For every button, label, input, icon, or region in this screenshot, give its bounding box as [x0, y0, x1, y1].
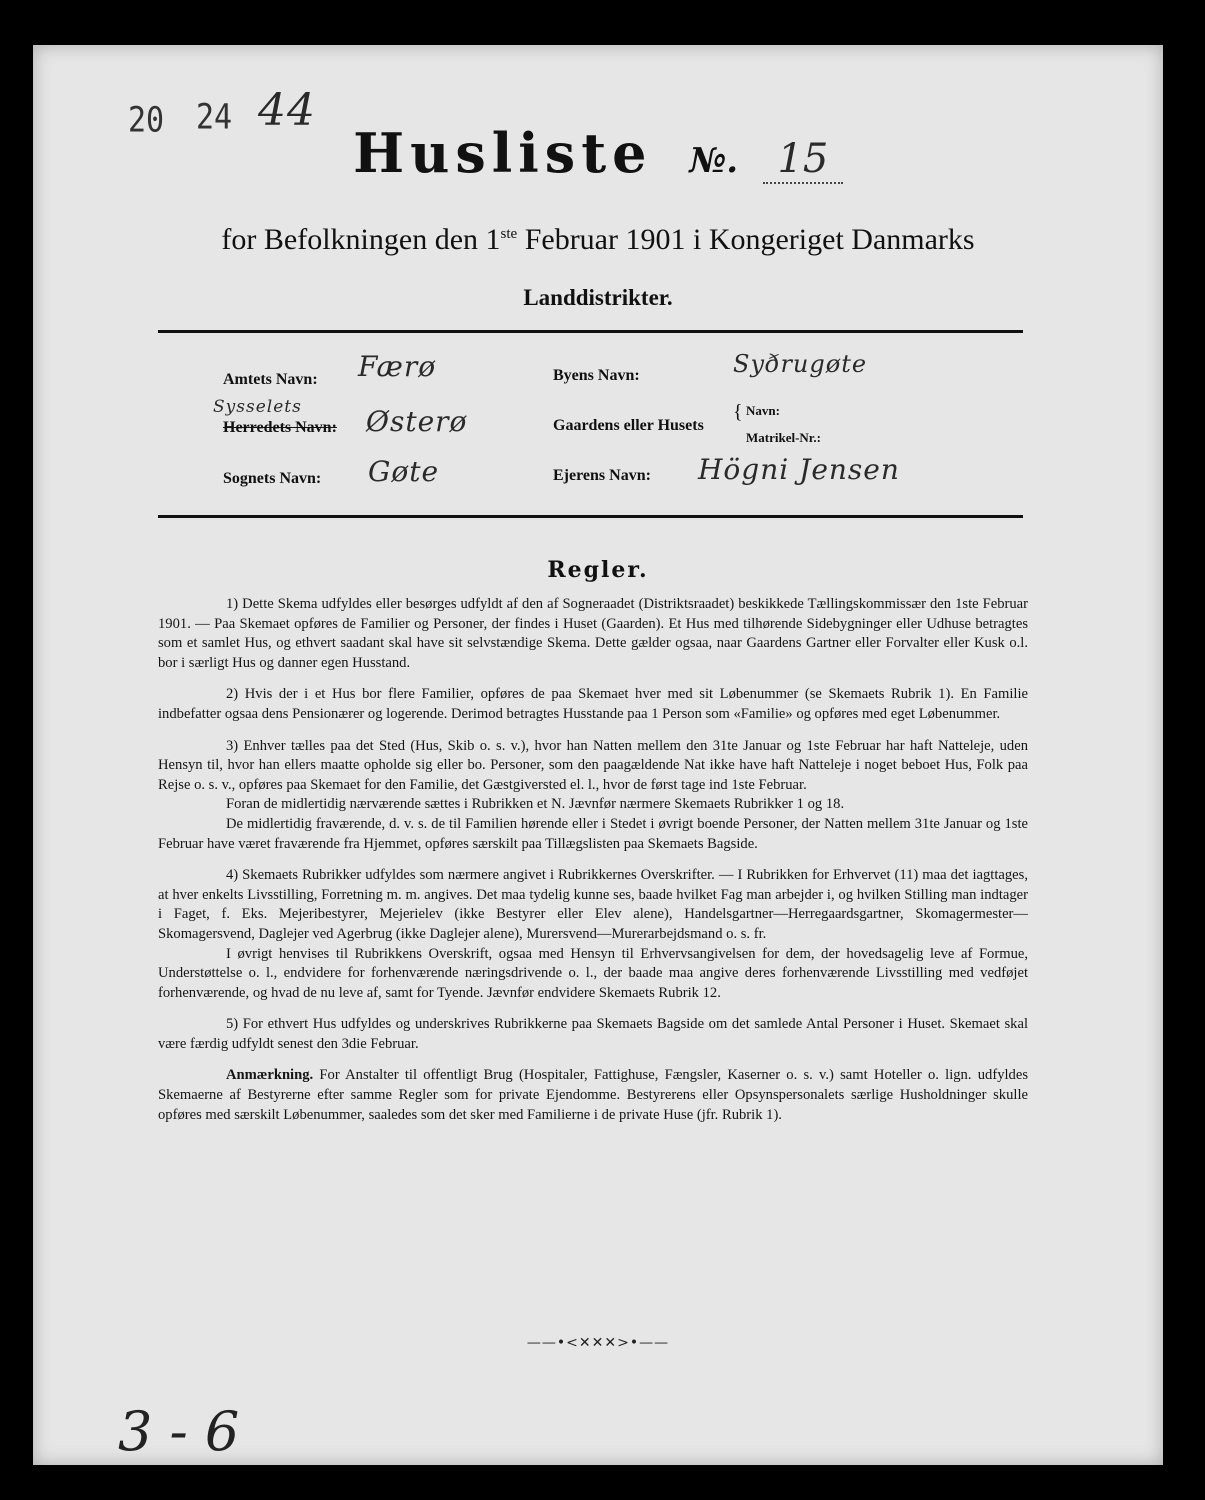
amt-value: Færø	[358, 350, 437, 383]
rule-5: 5) For ethvert Hus udfyldes og underskrives Rubrikkerne paa Skemaets Bagside om det samlede Antal Personer i Huset. Skemaet skal være færdig udfyldt senest den 3die Februar.	[158, 1016, 1028, 1052]
sogn-value: Gøte	[368, 455, 440, 488]
gaard-bracket: {	[733, 401, 743, 423]
pencil-number-3: 44	[258, 85, 316, 136]
gaard-matrikel-label: Matrikel-Nr.:	[746, 430, 821, 445]
district-heading: Landdistrikter.	[523, 285, 673, 310]
number-label: №.	[689, 141, 739, 181]
rule-2: 2) Hvis der i et Hus bor flere Familier, opføres de paa Skemaet hver med sit Løbenummer (se Skemaets Rubrik 1). En Familie indbefatter ogsaa dens Pensionærer og logerende. Derimod betragtes Husstande paa 1 Person som «Familie» og opføres med eget Løbenummer.	[158, 686, 1028, 722]
annotation-text: For Anstalter til offentligt Brug (Hospitaler, Fattighuse, Fængsler, Kaserner o. s. v.) samt Hoteller o. lign. udfyldes Skemaerne af Bestyrerne efter samme Regler som for private Ejendomme. Bestyrerens eller Opsynspersonalets særlige Husholdninger skulle opføres med særskilt Løbenummer, saaledes som det sker med Familierne i de private Huse (jfr. Rubrik 1).	[158, 1067, 1028, 1123]
ejer-label: Ejerens Navn:	[553, 467, 651, 484]
subtitle-superscript: ste	[500, 226, 518, 242]
top-divider	[158, 330, 1023, 333]
annotation-label: Anmærkning.	[226, 1067, 314, 1084]
gaard-label: Gaardens eller Husets	[553, 417, 704, 434]
rule-4-note: I øvrigt henvises til Rubrikkens Overskrift, ogsaa med Hensyn til Erhvervsangivelsen for dem, der hovedsagelig leve af Formue, Understøttelse o. l., endvidere for forhenværende næringsdrivende o. l., der baade maa angive deres forhenværende Livsstilling med vedføjet forhenværende, og hvad de nu leve af, samt for Tyende. Jævnfør endvidere Skemaets Rubrik 12.	[158, 945, 1028, 1001]
herred-label-text: Herredets Navn:	[223, 419, 337, 436]
annotation	[158, 1066, 1028, 1125]
bottom-divider	[158, 515, 1023, 518]
amt-label: Amtets Navn:	[223, 371, 318, 388]
rules-body	[158, 595, 1028, 1137]
pencil-number-1: 20	[128, 100, 165, 141]
by-value: Syðrugøte	[733, 350, 868, 378]
title-text: Husliste	[353, 121, 653, 185]
subtitle-part-2: Februar 1901 i Kongeriget Danmarks	[517, 223, 975, 256]
rule-3-note-1: Foran de midlertidig nærværende sættes i Rubrikken et N. Jævnfør nærmere Skemaets Rubrikker 1 og 18.	[226, 796, 845, 813]
gaard-navn-label: Navn:	[746, 403, 780, 418]
herred-value: Østerø	[366, 405, 468, 438]
herred-label	[223, 419, 337, 437]
rules-heading: Regler.	[547, 557, 649, 583]
rule-1: 1) Dette Skema udfyldes eller besørges udfyldt af den af Sogneraadet (Distriktsraadet) beskikkede Tællingskommissær den 1ste Februar 1901. — Paa Skemaet opføres de Familier og Personer, der findes i Huset (Gaarden). Et Hus med tilhørende Sidebygninger eller Udhuse betragtes som et samlet Hus, og ethvert saadant skal have sit selvstændige Skema. Dette gælder ogsaa, naar Gaardens Gartner eller Forvalter eller Kusk o.l. bor i særligt Hus og danner egen Husstand.	[158, 596, 1028, 671]
ornament-divider: ——•<✕✕✕>•——	[526, 1335, 670, 1351]
subtitle	[33, 223, 1163, 257]
page-title	[33, 121, 1163, 185]
list-number: 15	[763, 136, 843, 184]
rule-3-note-2: De midlertidig fraværende, d. v. s. de til Familien hørende eller i Stedet i øvrigt boende Personer, der Natten mellem 31te Januar og 1ste Februar have været fraværende fra Hjemmet, opføres særskilt paa Tillægslisten paa Skemaets Bagside.	[158, 815, 1028, 852]
sogn-label: Sognets Navn:	[223, 470, 322, 487]
rule-4: 4) Skemaets Rubrikker udfyldes som nærmere angivet i Rubrikkernes Overskrifter. — I Rubrikken for Erhvervet (11) maa det iagttages, at hver enkelts Livsstilling, Forretning m. m. angives. Det maa tydelig kunne ses, baade hvilket Fag man arbejder i, og hvilken Stilling man indtager i Faget, f. Eks. Mejeribestyrer, Mejerielev (ikke Bestyrer eller Elev alene), Handelsgartner—Herregaardsgartner, Skomagermester—Skomagersvend, Daglejer ved Agerbrug (ikke Daglejer alene), Murersvend—Murerarbejdsmand o. s. fr.	[158, 867, 1028, 942]
subtitle-part-1: for Befolkningen den 1	[221, 223, 501, 256]
herred-correction: Sysselets	[213, 397, 302, 417]
by-label: Byens Navn:	[553, 367, 640, 384]
handwritten-bottom-note: 3 - 6	[118, 1400, 240, 1463]
ejer-value: Högni Jensen	[698, 453, 900, 486]
pencil-number-2: 24	[196, 97, 233, 138]
rule-3: 3) Enhver tælles paa det Sted (Hus, Skib o. s. v.), hvor han Natten mellem den 31te Januar og 1ste Februar har haft Natteleje, uden Hensyn til, hvor han ellers maatte opholde sig eller bo. Personer, som den paagældende Nat ikke have haft Natteleje i noget beboet Hus, Folk paa Rejse o. s. v., opføres paa Skemaet for den Familie, det Gæstgiversted el. l., hvor de først tage ind 1ste Februar.	[158, 737, 1028, 793]
census-sheet	[33, 45, 1163, 1465]
